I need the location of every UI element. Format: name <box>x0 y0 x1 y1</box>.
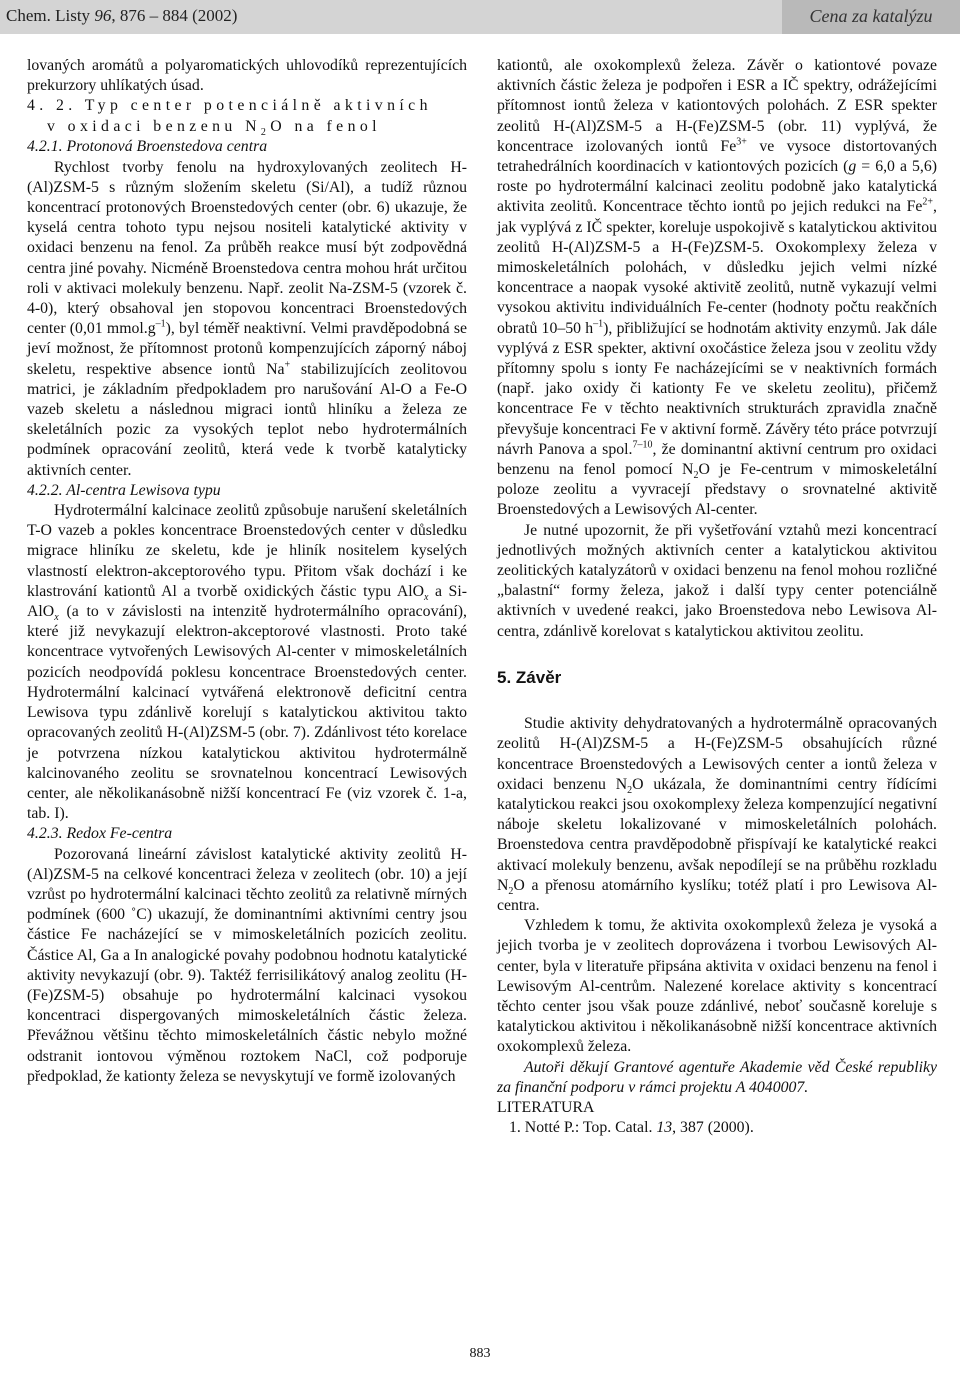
page-number: 883 <box>469 1346 491 1361</box>
journal-citation: Chem. Listy 96, 876 – 884 (2002) <box>6 6 238 25</box>
subsection-heading-4-2-2: 4.2.2. Al-centra Lewisova typu <box>27 481 221 499</box>
paragraph-conclusion-2: Vzhledem k tomu, že aktivita oxokomplexů železa je vysoká a jejich tvorba je v zeolitech doprovázena i tvorbou Lewisových Al-center, byla v literatuře připsána aktivita v oxidaci benzenu na fenol i Lewisovým Al-centrům. Nalezené korelace aktivity s koncentrací těchto center jsou však pouze zdánlivé, neboť současně koreluje s katalytickou aktivitou i několikanásobně nižší koncentrace aktivních oxokomplexů železa. <box>497 917 937 1056</box>
acknowledgement: Autoři děkují Grantové agentuře Akademie věd České republiky za finanční podporu v rámci projektu A 4040007. <box>497 1058 937 1096</box>
paragraph-cationic: kationtů, ale oxokomplexů železa. Závěr o kationtové povaze aktivních částic železa je podpořen i ESR a IČ spektry, odrážejícími přítomnost iontů železa v kationtových polohách. Z ESR spekter zeolitů H-(Al)ZSM-5 a H-(Fe)ZSM-5 (obr. 11) vyplývá, že koncentrace izolovaných iontů $Fe^{3+}$ ve vysoce distortovaných tetrahedrálních koordinacích v kationtových pozicích (g = 6,0 a 5,6) roste po hydrotermální kalcinaci zeolitu podobně jako katalytická aktivita zeolitů. Koncentrace těchto iontů po jejich redukci na $Fe^{2+}$, jak vyplývá z IČ spekter, koreluje uspokojivě s katalytickou aktivitou zeolitů H-(Al)ZSM-5 a H-(Fe)ZSM-5. Oxokomplexy železa v mimoskeletálních polohách, v důsledku jejich velmi nízké koncentrace a naopak vysoké aktivitě zeolitů, nutně vykazují velmi vysokou aktivitu individuálních Fe-center (hodnoty počtu reakčních obratů 10–50 $h^{-1}$), přibližující se hodnotám aktivity enzymů. Jak dále vyplývá z ESR spekter, aktivní oxočástice železa jsou v zeolitu vždy přítomny spolu s ionty Fe nacházejícími se v neaktivních formách (např. jako oxidy či kationty Fe ve skeletu zeolitu), přičemž koncentrace Fe v těchto neaktivních strukturách zpravidla značně převyšuje koncentraci Fe v aktivní formě. Závěry této práce potvrzují návrh Panova a spol.$^{7-10}$, že dominantní aktivní centrum pro oxidaci benzenu na fenol pomocí $N_2O$ je Fe-centrum v mimoskeletální poloze zeolitu a vyvracejí představy o srovnatelné aktivitě Broenstedových a Lewisových Al-center. <box>497 57 937 519</box>
subsection-heading-4-2-1: 4.2.1. Protonová Broenstedova centra <box>27 138 268 156</box>
right-column <box>497 56 937 1138</box>
section-heading-conclusion: 5. Závěr <box>497 667 562 687</box>
section-label: Cena za katalýzu <box>782 0 960 34</box>
paragraph-broensted: Rychlost tvorby fenolu na hydroxylovaných zeolitech H-(Al)ZSM-5 s různým složením skeletu (Si/Al), a tudíž různou koncentrací protonových Broenstedových center (obr. 6) ukazuje, že kyselá centra tohoto typu nejsou nositeli katalytické aktivity v oxidaci benzenu na fenol. Za průběh reakce musí být zodpovědná centra jiné povahy. Nicméně Broenstedova centra mohou hrát určitou roli v aktivaci molekuly benzenu. Např. zeolit Na-ZSM-5 (vzorek č. 4-0), který obsahoval jen stopovou koncentraci Broenstedových center (0,01 $mmol.g^{-1}$), byl téměř neaktivní. Velmi pravděpodobná se jeví možnost, že přítomnost protonů kompenzujících záporný náboj skeletu, respektive absence iontů Na+ stabilizujících zeolitovou matrici, je základním předpokladem pro narušování Al-O a Fe-O vazeb skeletu a následnou migraci iontů hliníku a železa ze skeletálních pozic za vysokých teplot nebo hydrotermálních podmínek opracování zeolitů, která vede k tvorbě katalyticky aktivních center. <box>27 158 467 479</box>
paragraph-lewis: Hydrotermální kalcinace zeolitů způsobuje narušení skeletálních T-O vazeb a pokles koncentrace Broenstedových center v důsledku migrace hliníku ze skeletu, kde je hliník nositelem kyselých vlastností elektron-akceptorového typu. Přitom však dochází i ke klastrování kationtů Al a tvorbě oxidických částic typu AlO$_x$ a Si-AlO$_x$ (a to v závislosti na intenzitě hydrotermálního opracování), které již nevykazují elektron-akceptorové vlastnosti. Proto také koncentrace vytvořených Lewisových Al-center v mimoskeletálních pozicích neodpovídá poklesu koncentrace Broenstedových center. Hydrotermální kalcinací vytvářená elektronově deficitní centra Lewisova typu zdánlivě korelují s katalytickou aktivitou takto opracovaných zeolitů H-(Al)ZSM-5 (obr. 7). Zdánlivost této korelace je potvrzena nízkou katalytickou aktivitou hydrotermálně kalcinovaného zeolitu se srovnatelnou koncentrací Lewisových center, ale několikanásobně nižší koncentrací Fe (viz vzorek č. 1-a, tab. I). <box>27 502 467 823</box>
paragraph-note: Je nutné upozornit, že při vyšetřování vztahů mezi koncentrací jednotlivých možných aktivních center a katalytickou aktivitou zeolitických katalyzátorů v oxidaci benzenu na fenol mohou rozličné „balastní“ formy železa, jakož i další typy center potenciálně aktivních v uvedené reakci, jako Broenstedova nebo Lewisova Al-centra, zdánlivě korelovat s katalytickou aktivitou zeolitu. <box>497 521 937 640</box>
page-header <box>0 0 960 34</box>
paragraph-redox: Pozorovaná lineární závislost katalytické aktivity zeolitů H-(Al)ZSM-5 na celkové koncentraci železa v zeolitech (obr. 10) a její vzrůst po hydrotermální kalcinaci těchto zeolitů za relativně mírných podmínek (600 ˚C) ukazují, že dominantními aktivními centry jsou částice Fe nacházející se v mimoskeletálních pozicích zeolitu. Částice Al, Ga a In analogické povahy podobnou hodnotu katalytické aktivity nevykazují (obr. 9). Taktéž ferrisilikátový analog zeolitu (H-(Fe)ZSM-5) obsahuje po hydrotermální kalcinaci vysokou koncentraci dispergovaných mimoskeletálních částic železa. Převážnou většinu těchto mimoskeletálních částic nebylo možné odstranit iontovou výměnou roztokem NaCl, což podporuje předpoklad, že kationty železa se nevyskytují ve formě izolovaných <box>27 845 467 1085</box>
reference-item: 1. Notté P.: Top. Catal. 13, 387 (2000). <box>509 1119 754 1137</box>
references-heading: LITERATURA <box>497 1098 595 1116</box>
intro-paragraph: lovaných aromátů a polyaromatických uhlovodíků reprezentujících prekurzory uhlíkatých úsad. <box>27 57 467 95</box>
section-heading-4-2: 4. 2. Typ center potenciálně aktivních v oxidaci benzenu $N_2O$ na fenol <box>27 97 432 139</box>
paragraph-conclusion-1: Studie aktivity dehydratovaných a hydrotermálně opracovaných zeolitů H-(Al)ZSM-5 a H-(Fe)ZSM-5 obsahujících různé koncentrace Broenstedových a Lewisových center a iontů železa v oxidaci benzenu $N_2O$ ukázala, že dominantními centry řídícími katalytickou reakci jsou oxokomplexy železa kompenzující negativní náboje skeletu lokalizované v mimoskeletálních polohách. Broenstedova centra pravděpodobně přispívají ke katalytické reakci aktivací molekuly benzenu, avšak nepodílejí se na průběhu rozkladu $N_2O$ a přenosu atomárního kyslíku; totéž platí i pro Lewisova Al-centra. <box>497 715 937 914</box>
journal-volume: 96 <box>94 6 112 25</box>
subsection-heading-4-2-3: 4.2.3. Redox Fe-centra <box>27 825 173 843</box>
left-column <box>27 56 467 1087</box>
